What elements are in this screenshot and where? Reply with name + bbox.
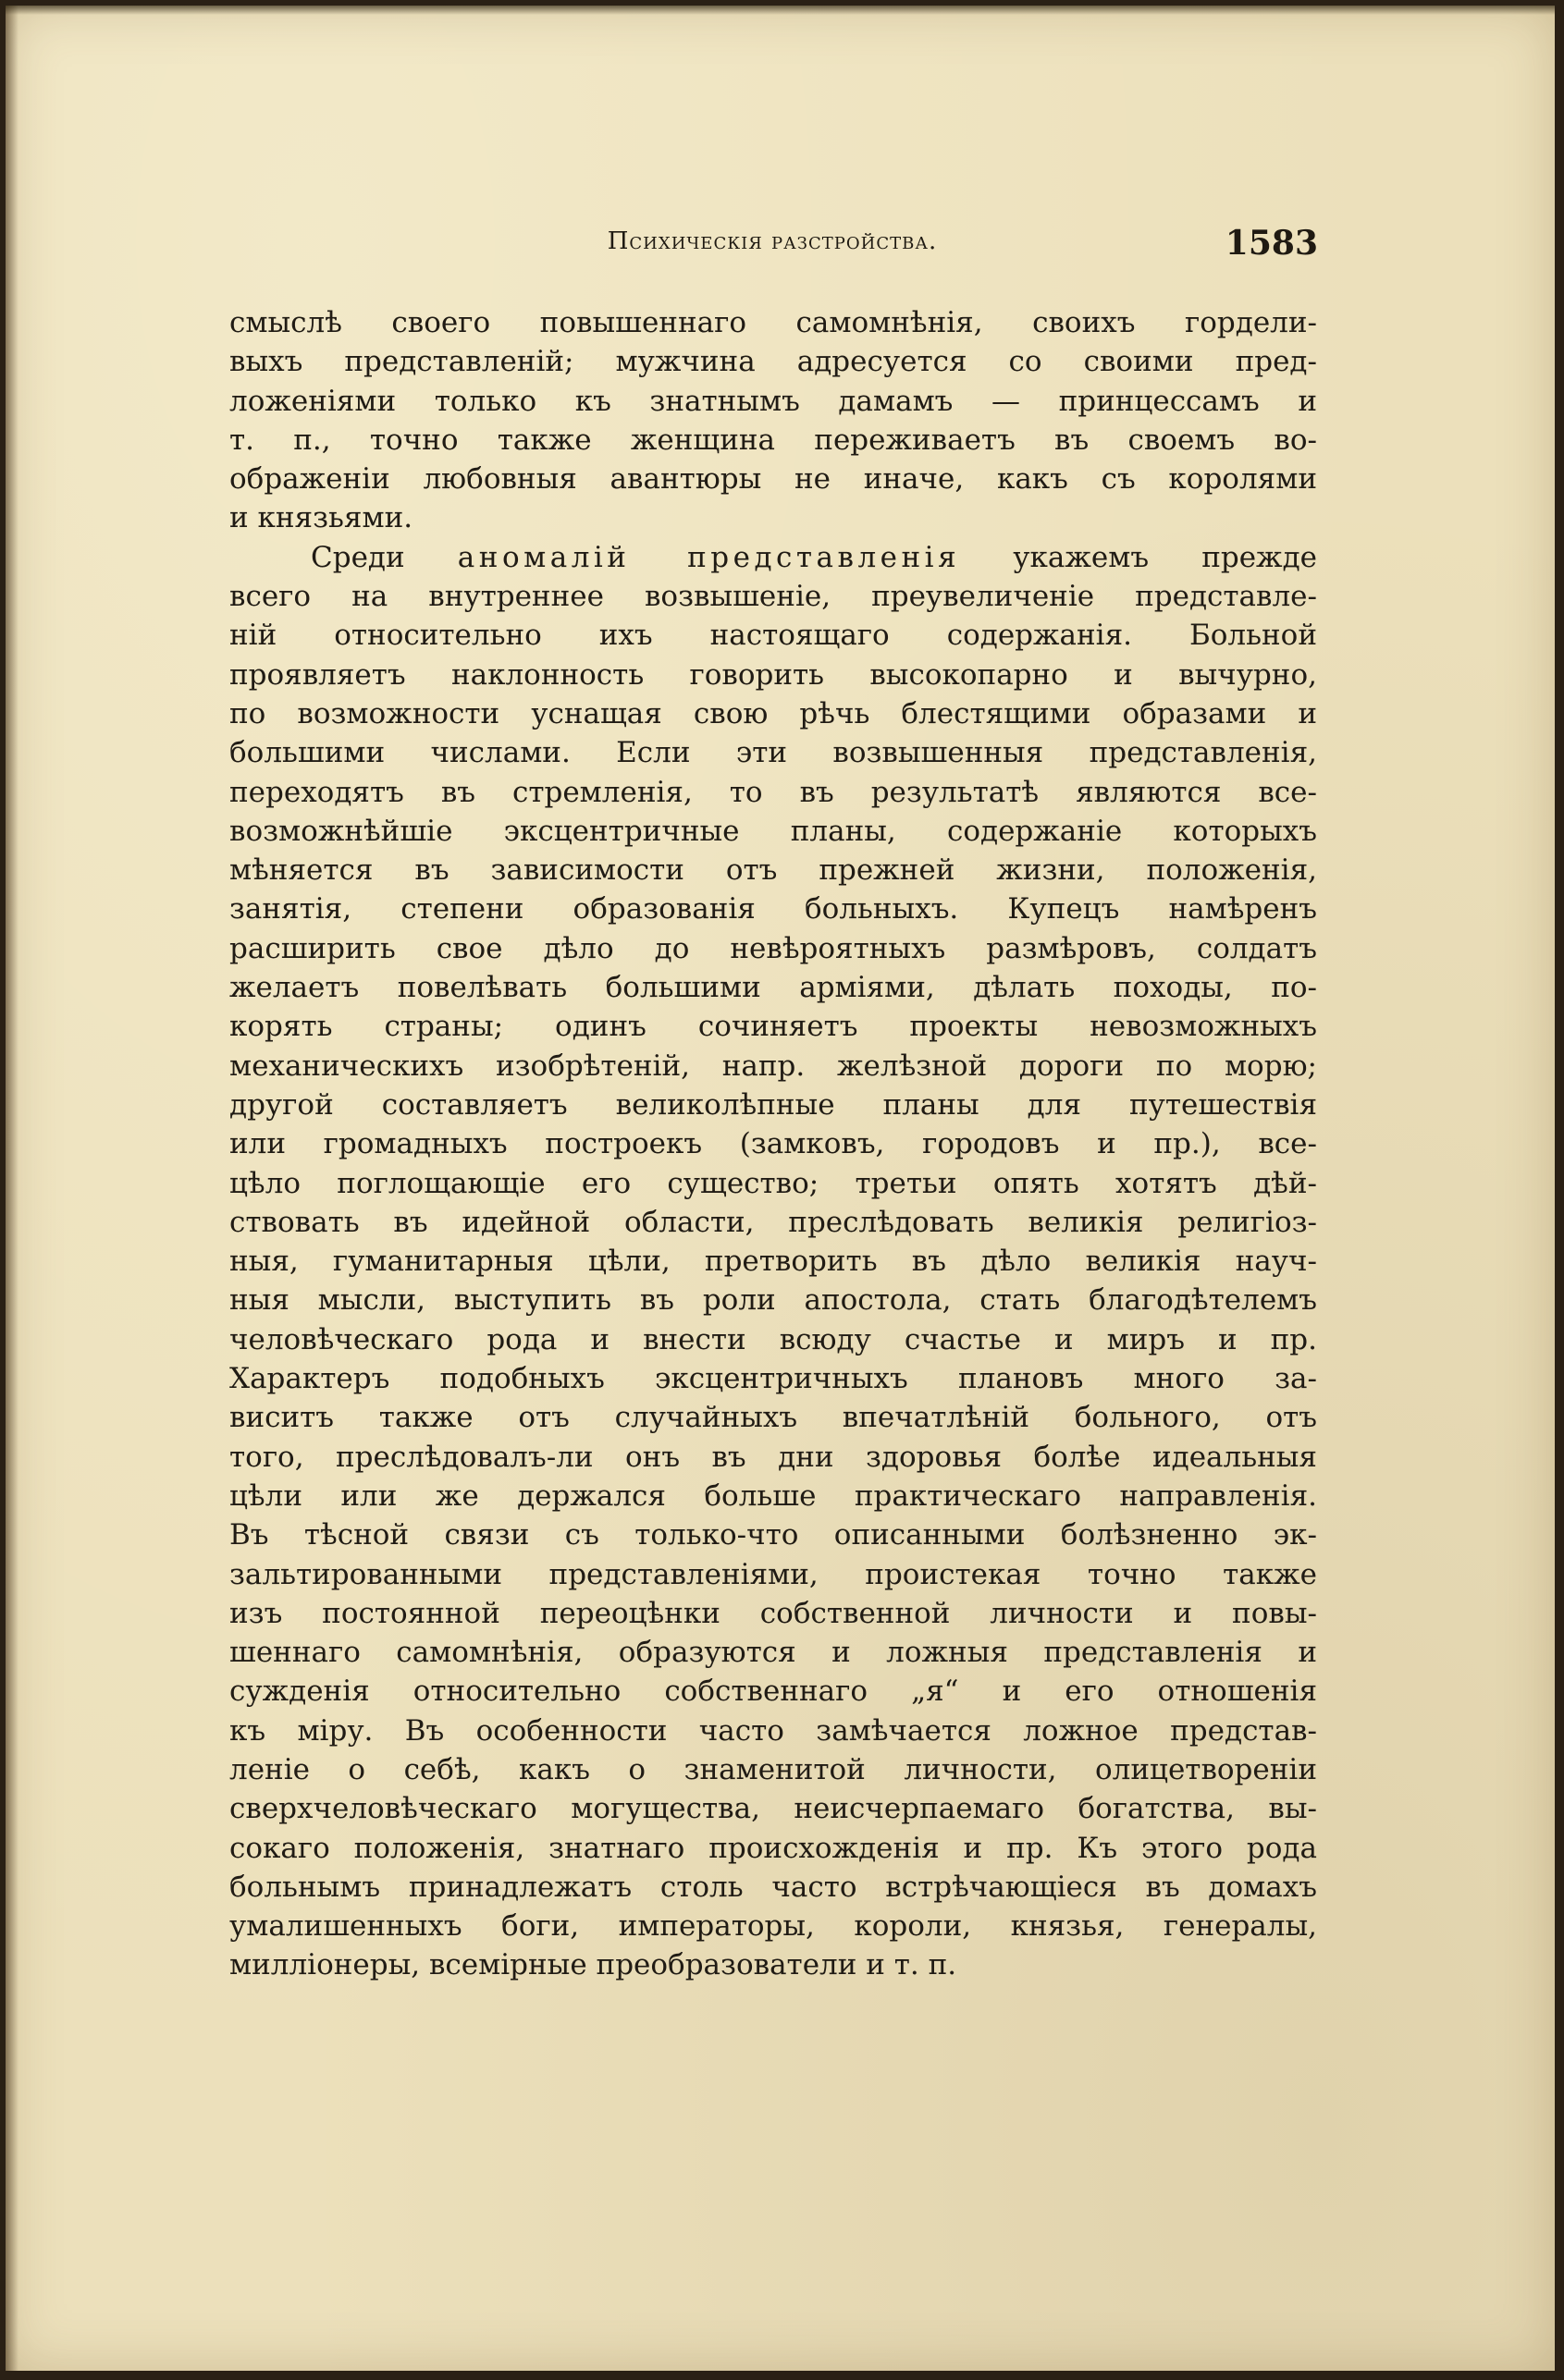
text-line: мѣняется въ зависимости отъ прежней жизни, положенія,	[229, 853, 1317, 888]
text-line: шеннаго самомнѣнія, образуются и ложныя представленія и	[229, 1636, 1317, 1670]
text-line: корять страны; одинъ сочиняетъ проекты невозможныхъ	[229, 1010, 1317, 1044]
text-line: смыслѣ своего повышеннаго самомнѣнія, своихъ гордели-	[229, 306, 1317, 339]
text-line: другой составляетъ великолѣпные планы для путешествія	[229, 1087, 1317, 1122]
page-header	[227, 224, 1318, 274]
text-line: большими числами. Если эти возвышенныя представленія,	[229, 736, 1317, 770]
body-text	[229, 303, 1317, 1985]
text-line: механическихъ изобрѣтеній, напр. желѣзной дороги по морю;	[229, 1049, 1317, 1083]
text-line: человѣческаго рода и внести всюду счастье и миръ и пр.	[229, 1322, 1317, 1356]
text-line: сокаго положенія, знатнаго происхожденія и пр. Къ этого рода	[229, 1831, 1317, 1865]
text-line: больнымъ принадлежатъ столь часто встрѣчающіеся въ домахъ	[229, 1870, 1317, 1904]
text-line: или громадныхъ построекъ (замковъ, городовъ и пр.), все-	[229, 1127, 1317, 1161]
text-line: проявляетъ наклонность говорить высокопарно и вычурно,	[229, 657, 1317, 692]
text-line: того, преслѣдовалъ-ли онъ въ дни здоровья болѣе идеальныя	[229, 1440, 1317, 1474]
text-line: сужденія относительно собственнаго „я“ и его отношенія	[229, 1675, 1317, 1709]
text-line: Характеръ подобныхъ эксцентричныхъ плановъ много за-	[229, 1362, 1317, 1396]
text-line: ній относительно ихъ настоящаго содержанія. Больной	[229, 619, 1317, 653]
text-line: по возможности уснащая свою рѣчь блестящими образами и	[229, 696, 1317, 730]
text-line: цѣло поглощающіе его существо; третьи опять хотятъ дѣй-	[229, 1166, 1317, 1200]
text-line: цѣли или же держался больше практическаго направленія.	[229, 1478, 1317, 1513]
text-line: т. п., точно также женщина переживаетъ въ своемъ во-	[229, 423, 1317, 457]
paragraph-first-line	[229, 538, 1317, 577]
book-page	[6, 6, 1555, 2371]
page-left-shadow	[6, 6, 18, 2371]
paragraph-1	[229, 303, 1317, 538]
paragraph-2	[229, 538, 1317, 1985]
text-line: виситъ также отъ случайныхъ впечатлѣній больного, отъ	[229, 1401, 1317, 1435]
text-line: переходятъ въ стремленія, то въ результатѣ являются все-	[229, 775, 1317, 809]
text-line: и князьями.	[229, 501, 413, 535]
spaced-emphasis: аномалій представленія	[457, 540, 961, 574]
text-line: возможнѣйшіе эксцентричные планы, содержаніе которыхъ	[229, 814, 1317, 848]
text-line: милліонеры, всемірные преобразователи и т. п.	[229, 1948, 957, 1982]
running-title: Психическія разстройства.	[607, 227, 938, 255]
text-line: ныя, гуманитарныя цѣли, претворить въ дѣло великія науч-	[229, 1245, 1317, 1279]
text-line: леніе о себѣ, какъ о знаменитой личности, олицетвореніи	[229, 1752, 1317, 1786]
text-line: къ міру. Въ особенности часто замѣчается ложное представ-	[229, 1713, 1317, 1748]
text-line: занятія, степени образованія больныхъ. Купецъ намѣренъ	[229, 892, 1317, 926]
text-line: расширить свое дѣло до невѣроятныхъ размѣровъ, солдатъ	[229, 931, 1317, 965]
text-line: всего на внутреннее возвышеніе, преувеличеніе представле-	[229, 580, 1317, 614]
text-line: ображеніи любовныя авантюры не иначе, какъ съ королями	[229, 462, 1317, 497]
text-line: изъ постоянной переоцѣнки собственной личности и повы-	[229, 1596, 1317, 1630]
page-number: 1583	[1225, 224, 1318, 263]
text-line: ныя мысли, выступить въ роли апостола, стать благодѣтелемъ	[229, 1283, 1317, 1318]
text-line: выхъ представленій; мужчина адресуется со своими пред-	[229, 345, 1317, 379]
text-line: ствовать въ идейной области, преслѣдовать великія религіоз-	[229, 1205, 1317, 1239]
first-line-rest: укажемъ прежде	[1013, 540, 1317, 574]
text-line: зальтированными представленіями, проистекая точно также	[229, 1557, 1317, 1591]
lead-word: Среди	[311, 540, 405, 574]
text-line: сверхчеловѣческаго могущества, неисчерпаемаго богатства, вы-	[229, 1792, 1317, 1826]
text-line: ложеніями только къ знатнымъ дамамъ — принцессамъ и	[229, 384, 1317, 418]
page-top-shadow	[6, 6, 1555, 15]
text-line: умалишенныхъ боги, императоры, короли, князья, генералы,	[229, 1909, 1317, 1944]
text-line: Въ тѣсной связи съ только-что описанными болѣзненно эк-	[229, 1518, 1317, 1552]
text-line: желаетъ повелѣвать большими арміями, дѣлать походы, по-	[229, 971, 1317, 1005]
